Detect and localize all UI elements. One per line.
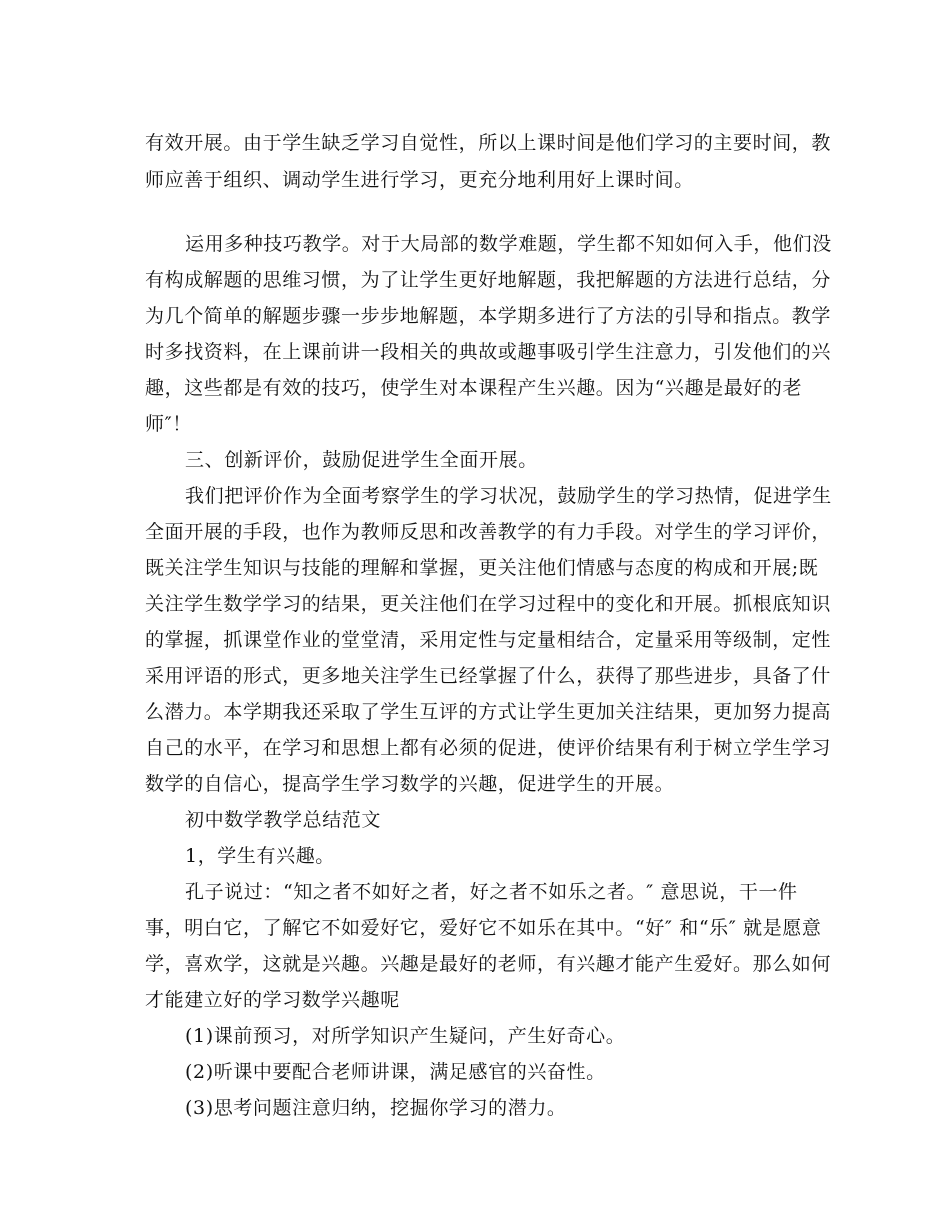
text-line: 有效开展。由于学生缺乏学习自觉性，所以上课时间是他们学习的主要时间，教 [145, 132, 832, 154]
section-heading: 三、创新评价，鼓励促进学生全面开展。 [185, 449, 538, 471]
list-heading: 1，学生有兴趣。 [185, 845, 335, 867]
paragraph-start: 孔子说过：“知之者不如好之者，好之者不如乐之者。″ 意思说，干一件 [185, 881, 798, 903]
text-line: 学，喜欢学，这就是兴趣。兴趣是最好的老师，有兴趣才能产生爱好。那么如何 [145, 953, 832, 975]
text-line: 采用评语的形式，更多地关注学生已经掌握了什么，获得了那些进步，具备了什 [145, 665, 832, 687]
text-line: 师应善于组织、调动学生进行学习，更充分地利用好上课时间。 [145, 169, 694, 191]
text-line: 关注学生数学学习的结果，更关注他们在学习过程中的变化和开展。抓根底知识 [145, 593, 832, 615]
text-line: 才能建立好的学习数学兴趣呢 [145, 989, 400, 1011]
text-line: 么潜力。本学期我还采取了学生互评的方式让学生更加关注结果，更加努力提高 [145, 701, 832, 723]
text-line: 为几个简单的解题步骤一步步地解题，本学期多进行了方法的引导和指点。教学 [145, 305, 832, 327]
text-line: 全面开展的手段，也作为教师反思和改善教学的有力手段。对学生的学习评价， [145, 521, 832, 543]
text-line: 趣，这些都是有效的技巧，使学生对本课程产生兴趣。因为“兴趣是最好的老 [145, 377, 803, 399]
text-line: 既关注学生知识与技能的理解和掌握，更关注他们情感与态度的构成和开展;既 [145, 557, 819, 579]
text-line: 的掌握，抓课堂作业的堂堂清，采用定性与定量相结合，定量采用等级制，定性 [145, 629, 832, 651]
list-item: (2)听课中要配合老师讲课，满足感官的兴奋性。 [185, 1061, 606, 1083]
list-item: (1)课前预习，对所学知识产生疑问，产生好奇心。 [185, 1025, 626, 1047]
paragraph-start: 运用多种技巧教学。对于大局部的数学难题，学生都不知如何入手，他们没 [185, 233, 832, 255]
text-line: 有构成解题的思维习惯，为了让学生更好地解题，我把解题的方法进行总结，分 [145, 269, 832, 291]
text-line: 自己的水平，在学习和思想上都有必须的促进，使评价结果有利于树立学生学习 [145, 737, 832, 759]
text-line: 数学的自信心，提高学生学习数学的兴趣，促进学生的开展。 [145, 773, 675, 795]
section-title: 初中数学教学总结范文 [185, 809, 382, 831]
list-item: (3)思考问题注意归纳，挖掘你学习的潜力。 [185, 1097, 567, 1119]
text-line: 事，明白它，了解它不如爱好它，爱好它不如乐在其中。“好″ 和“乐″ 就是愿意 [145, 917, 822, 939]
text-line: 时多找资料，在上课前讲一段相关的典故或趣事吸引学生注意力，引发他们的兴 [145, 341, 832, 363]
text-line: 师″！ [145, 413, 192, 435]
paragraph-start: 我们把评价作为全面考察学生的学习状况，鼓励学生的学习热情，促进学生 [185, 485, 832, 507]
